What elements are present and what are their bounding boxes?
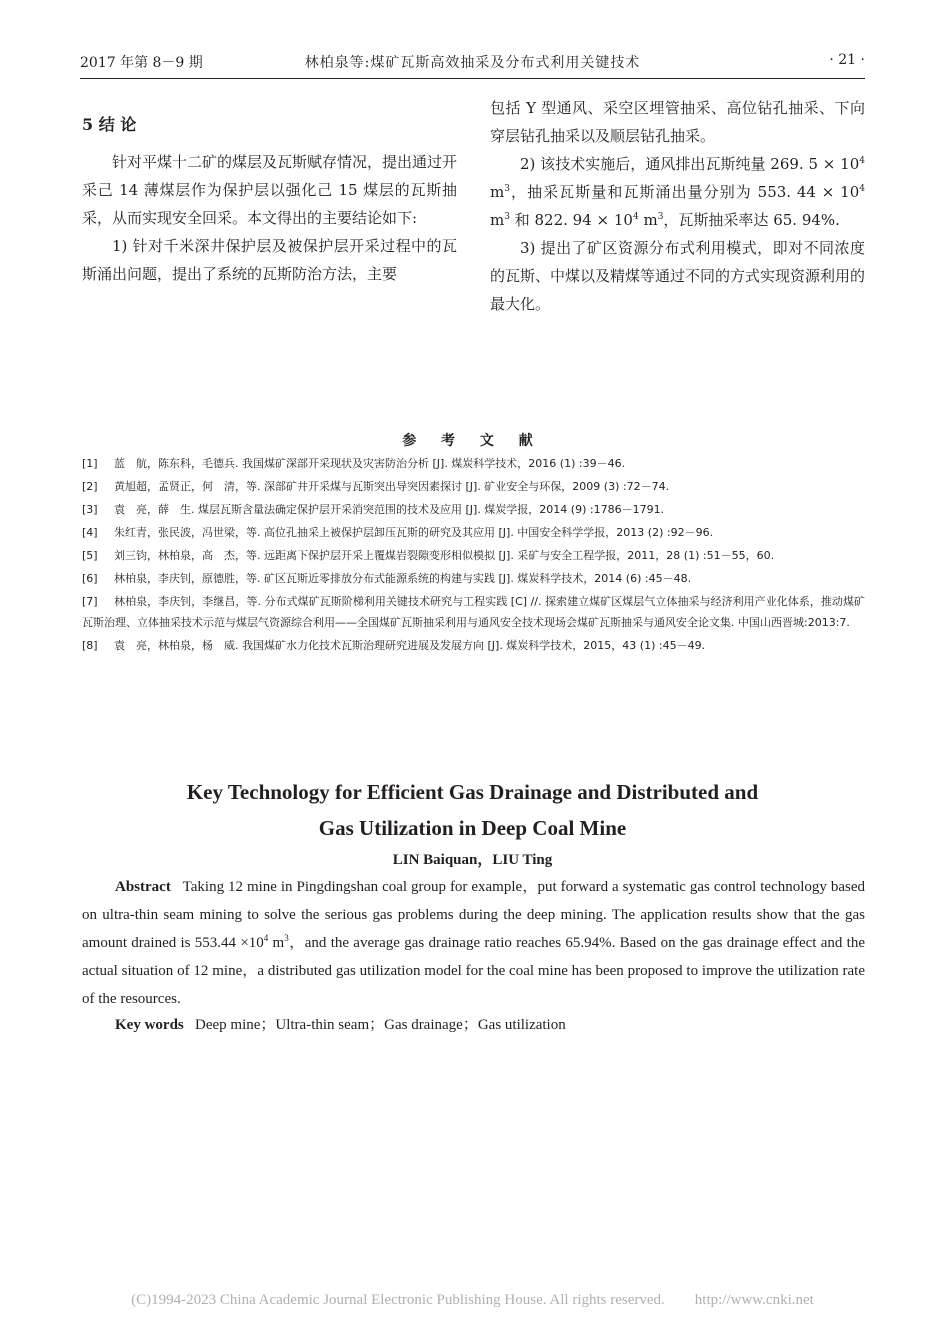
- keywords-label: Key words: [115, 1017, 184, 1033]
- copyright-footer: (C)1994-2023 China Academic Journal Electronic Publishing House. All rights reserved. http://www.cnki.net: [131, 1292, 814, 1308]
- reference-item: [3] 袁 亮，薛 生. 煤层瓦斯含量法确定保护层开采消突范围的技术及应用 [J]. 煤炭学报，2014 (9) :1786－1791.: [82, 503, 665, 516]
- abstract-label: Abstract: [115, 879, 171, 895]
- reference-item: [1] 蓝 航，陈东科，毛德兵. 我国煤矿深部开采现状及灾害防治分析 [J]. 煤炭科学技术，2016 (1) :39－46.: [82, 457, 626, 470]
- page-number: · 21 ·: [829, 52, 865, 68]
- references-heading: 参 考 文 献: [402, 433, 543, 449]
- conclusion-item-1: 1) 针对千米深井保护层及被保护层开采过程中的瓦斯涌出问题，提出了系统的瓦斯防治方法，主要: [82, 237, 457, 283]
- running-title: 林柏泉等:煤矿瓦斯高效抽采及分布式利用关键技术: [304, 55, 641, 71]
- reference-item: [2] 黄旭超，孟贤正，何 清，等. 深部矿井开采煤与瓦斯突出导突因素探讨 [J]. 矿业安全与环保，2009 (3) :72－74.: [82, 480, 670, 493]
- reference-list: [82, 453, 865, 658]
- reference-item: [5] 刘三钧，林柏泉，高 杰，等. 远距离下保护层开采上覆煤岩裂隙变形相似模拟 [J]. 采矿与安全工程学报，2011，28 (1) :51－55，60.: [82, 549, 775, 562]
- english-abstract: Abstract Taking 12 mine in Pingdingshan coal group for example，put forward a systematic gas control technology based on ultra-thin seam mining to solve the serious gas problems during the deep mining. The application results show that the gas amount drained is $553.44 \times 10^4$ $m^3$，and the average gas drainage ratio reaches 65.94%. Based on the gas drainage effect and the actual situation of 12 mine，a distributed gas utilization model for the coal mine has been proposed to improve the utilization rate of the resources.: [82, 879, 866, 1007]
- conclusion-item-2: 2) 该技术实施后，通风排出瓦斯纯量 269. $5 \times 10^4$ $m^3$，抽采瓦斯量和瓦斯涌出量分别为 553. $44 \times 10^4$ $m^3$ 和 822. $94 \times 10^4$ $m^3$，瓦斯抽采率达 65. 94%.: [490, 155, 865, 229]
- english-title-line-2: Gas Utilization in Deep Coal Mine: [318, 816, 627, 840]
- conclusion-item-3: 3) 提出了矿区资源分布式利用模式，即对不同浓度的瓦斯、中煤以及精煤等通过不同的方式实现资源利用的最大化。: [490, 239, 866, 313]
- right-column: [490, 94, 865, 318]
- reference-item: [6] 林柏泉，李庆钊，原德胜，等. 矿区瓦斯近零排放分布式能源系统的构建与实践 [J]. 煤炭科学技术，2014 (6) :45－48.: [82, 572, 692, 585]
- section-heading: 5 结 论: [82, 115, 137, 134]
- conclusion-item-1-cont: 包括 Y 型通风、采空区埋管抽采、高位钻孔抽采、下向穿层钻孔抽采以及顺层钻孔抽采。: [490, 99, 865, 145]
- reference-item: [4] 朱红青，张民波，冯世梁，等. 高位孔抽采上被保护层卸压瓦斯的研究及其应用 [J]. 中国安全科学学报，2013 (2) :92－96.: [82, 526, 714, 539]
- english-authors: LIN Baiquan，LIU Ting: [392, 852, 553, 868]
- reference-item: [7] 林柏泉，李庆钊，李继昌，等. 分布式煤矿瓦斯阶梯利用关键技术研究与工程实践 [C] //. 探索建立煤矿区煤层气立体抽采与经济利用产业化体系，推动煤矿瓦斯治理、立体抽采技术示范与煤层气资源综合利用——全国煤矿瓦斯抽采利用与通风安全技术现场会煤矿瓦斯抽采与通风安全论文集. 中国山西晋城:2013:7.: [82, 595, 865, 629]
- english-keywords: Key words Deep mine；Ultra-thin seam；Gas drainage；Gas utilization: [115, 1017, 566, 1033]
- left-column: [82, 148, 457, 288]
- issue-label: 2017 年第 8－9 期: [80, 55, 203, 71]
- conclusion-intro: 针对平煤十二矿的煤层及瓦斯赋存情况，提出通过开采己 14 薄煤层作为保护层以强化己 15 煤层的瓦斯抽采，从而实现安全回采。本文得出的主要结论如下:: [82, 153, 458, 227]
- running-header: [80, 52, 865, 76]
- reference-item: [8] 袁 亮，林柏泉，杨 威. 我国煤矿水力化技术瓦斯治理研究进展及发展方向 [J]. 煤炭科学技术，2015，43 (1) :45－49.: [82, 639, 706, 652]
- english-title-line-1: Key Technology for Efficient Gas Drainage and Distributed and: [186, 780, 759, 804]
- header-rule: [80, 78, 865, 79]
- english-title: [0, 774, 945, 846]
